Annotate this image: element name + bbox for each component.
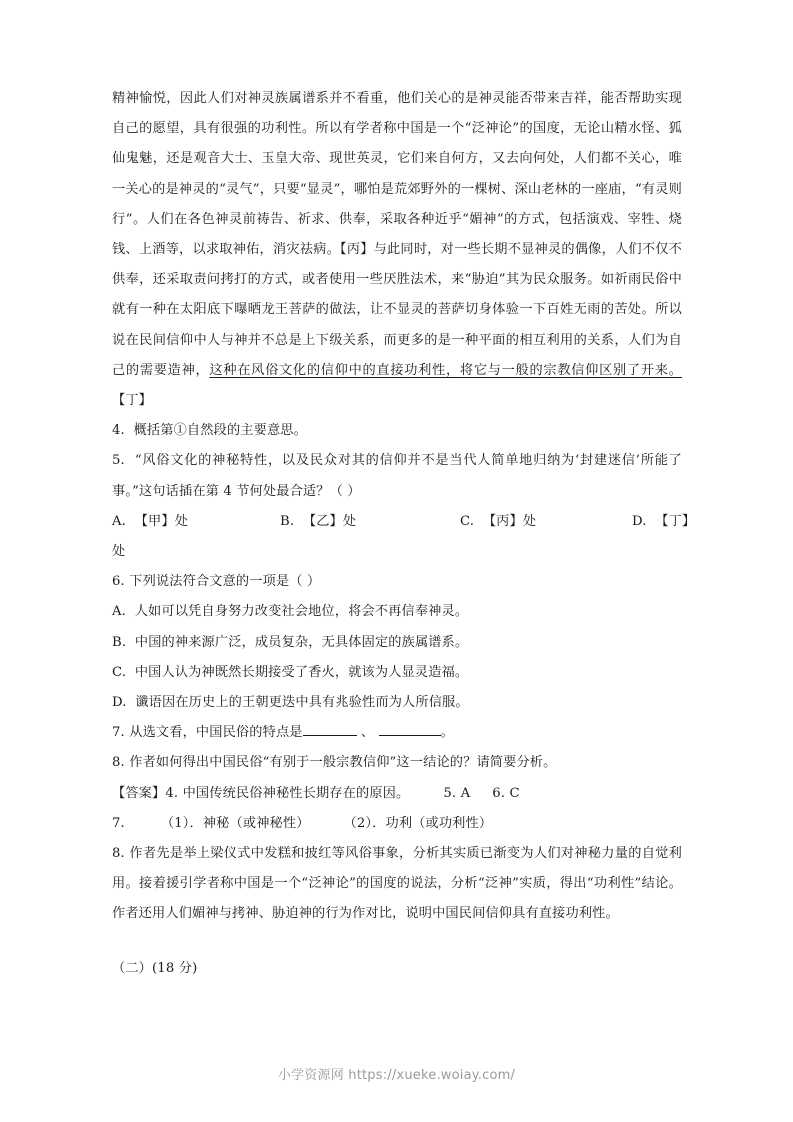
paragraph-text-before-underline: 精神愉悦，因此人们对神灵族属谱系并不看重，他们关心的是神灵能否带来吉祥，能否帮助实现自己的愿望，具有很强的功利性。所以有学者称中国是一个“泛神论”的国度，无论山精水怪、狐仙鬼魅，还是观音大士、玉皇大帝、现世英灵，它们来自何方，又去向何处，人们都不关心，唯一关心的是神灵的“灵气”，只要“显灵”，哪怕是荒郊野外的一棵树、深山老林的一座庙，“有灵则行”。人们在各色神灵前祷告、祈求、供奉，采取各种近乎“媚神”的方式，包括演戏、宰牲、烧钱、上酒等，以求取神佑，消灾祛病。【丙】与此同时，对一些长期不显神灵的偶像，人们不仅不供奉，还采取责问拷打的方式，或者使用一些厌胜法术，来“胁迫”其为民众服务。如祈雨民俗中就有一种在太阳底下曝晒龙王菩萨的做法，让不显灵的菩萨切身体验一下百姓无雨的苦处。所以说在民间信仰中人与神并不总是上下级关系，而更多的是一种平面的相互利用的关系，人们为自己的需要造神，: [112, 91, 682, 378]
section-spacer: [112, 930, 682, 954]
question-6-option-a[interactable]: [112, 597, 682, 627]
question-5: [112, 446, 682, 506]
question-7-number: 7.: [112, 725, 125, 741]
document-content: [112, 84, 696, 984]
question-7: [112, 718, 682, 748]
question-6-option-a-text: 人如可以凭自身努力改变社会地位，将会不再信奉神灵。: [134, 604, 469, 620]
question-8-number: 8.: [112, 755, 125, 771]
question-6: [112, 567, 682, 597]
question-4-number: 4.: [112, 423, 125, 439]
question-6-text: 下列说法符合文意的一项是（ ）: [129, 574, 321, 590]
answers-line-1: [112, 779, 682, 809]
question-5-option-d[interactable]: [632, 507, 695, 537]
question-6-option-b[interactable]: [112, 628, 682, 658]
answers-line-7: [112, 809, 682, 839]
answer-6-number: 6.: [492, 785, 506, 801]
question-6-option-d[interactable]: [112, 688, 682, 718]
question-5-option-a[interactable]: [112, 507, 280, 537]
answers-label: 【答案】: [112, 785, 166, 801]
paragraph-underlined-text: 这种在风俗文化的信仰中的直接功利性，将它与一般的宗教信仰区别了开来。: [209, 362, 682, 378]
answer-4-text: 中国传统民俗神秘性长期存在的原因。: [182, 785, 410, 801]
question-4: [112, 416, 682, 446]
question-5-options: [112, 507, 696, 537]
question-7-separator: 、: [360, 725, 375, 741]
paragraph-text-after-underline: 【丁】: [112, 393, 153, 409]
question-6-number: 6.: [112, 574, 125, 590]
question-7-blank-1[interactable]: [303, 735, 357, 736]
question-7-text-before-blank: 从选文看，中国民俗的特点是: [129, 725, 303, 741]
question-5-option-c-label: C.: [460, 513, 475, 529]
question-6-option-d-label: D.: [112, 695, 127, 711]
question-6-option-a-label: A.: [112, 604, 127, 620]
answer-4-number: 4.: [165, 785, 179, 801]
question-5-option-a-label: A.: [112, 513, 127, 529]
question-5-number: 5.: [112, 453, 125, 469]
question-6-option-c[interactable]: [112, 658, 682, 688]
answer-7-number: 7.: [112, 815, 125, 831]
answer-6-text: C: [509, 785, 520, 801]
question-6-option-d-text: 谶语因在历史上的王朝更迭中具有兆验性而为人所信服。: [135, 695, 469, 711]
question-8-text: 作者如何得出中国民俗“有别于一般宗教信仰”这一结论的？请简要分析。: [129, 755, 557, 771]
question-7-text-after-blank: 。: [440, 725, 454, 741]
question-5-text: “风俗文化的神秘特性，以及民众对其的信仰并不是当代人简单地归纳为‘封建迷信’所能了事。”这句话插在第 4 节何处最合适？（ ）: [112, 453, 683, 499]
question-5-option-d-label: D.: [632, 513, 647, 529]
answer-5-text: A: [460, 785, 471, 801]
answer-8-text: 作者先是举上梁仪式中发糕和披红等风俗事象，分析其实质已渐变为人们对神秘力量的自觉利用。接着援引学者称中国是一个“泛神论”的国度的说法，分析“泛神”实质，得出“功利性”结论。作者还用人们媚神与拷神、胁迫神的行为作对比，说明中国民间信仰具有直接功利性。: [112, 846, 683, 922]
answers-line-8: [112, 839, 682, 930]
body-paragraph: [112, 84, 682, 416]
question-5-option-d-continuation: 处: [112, 544, 126, 560]
question-5-option-b[interactable]: [280, 507, 460, 537]
question-6-option-b-label: B.: [112, 634, 127, 650]
question-6-option-c-text: 中国人认为神既然长期接受了香火，就该为人显灵造福。: [134, 664, 469, 680]
question-8: [112, 748, 682, 778]
question-5-option-b-label: B.: [280, 513, 295, 529]
question-5-option-a-text: 【甲】处: [134, 513, 189, 529]
answer-8-number: 8.: [112, 846, 125, 862]
answer-5-number: 5.: [443, 785, 457, 801]
question-4-text: 概括第①自然段的主要意思。: [133, 423, 307, 439]
question-7-blank-2[interactable]: [379, 735, 441, 736]
answer-7-item-1: （1）．神秘（或神秘性）: [160, 815, 310, 831]
section-header: （二）(18 分): [112, 960, 198, 976]
question-5-option-c-text: 【丙】处: [482, 513, 537, 529]
answer-7-item-2: （2）．功利（或功利性）: [343, 815, 493, 831]
watermark-footer: 小学资源网 https://xueke.woiay.com/: [277, 1068, 516, 1083]
question-5-option-d-text: 【丁】: [655, 513, 696, 529]
question-6-option-c-label: C.: [112, 664, 127, 680]
question-6-option-b-text: 中国的神来源广泛，成员复杂，无具体固定的族属谱系。: [134, 634, 469, 650]
question-5-option-c[interactable]: [460, 507, 632, 537]
question-5-option-b-text: 【乙】处: [302, 513, 357, 529]
